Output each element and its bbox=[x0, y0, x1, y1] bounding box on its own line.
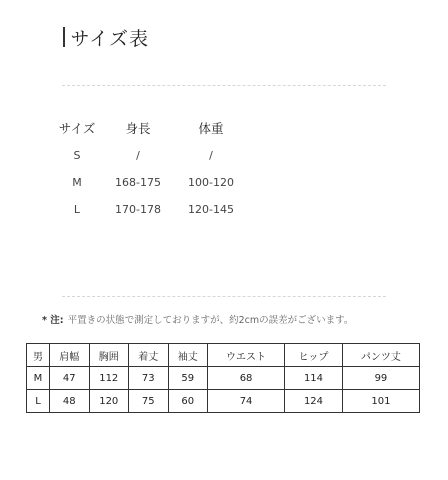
table-cell: / bbox=[209, 149, 213, 162]
column-header: ウエスト bbox=[208, 344, 285, 367]
column-header: 肩幅 bbox=[50, 344, 90, 367]
table-header-row bbox=[54, 114, 246, 142]
title-divider-bar bbox=[63, 27, 65, 47]
table-row bbox=[27, 367, 420, 390]
table-cell: / bbox=[136, 149, 140, 162]
column-header: 体重 bbox=[198, 121, 224, 136]
column-header: サイズ bbox=[58, 121, 96, 136]
page-title bbox=[63, 26, 149, 48]
table-row bbox=[27, 390, 420, 413]
column-header: 身長 bbox=[125, 121, 151, 136]
table-cell: 48 bbox=[50, 390, 90, 413]
table-row bbox=[54, 169, 246, 196]
table-cell: 59 bbox=[168, 367, 208, 390]
measurement-note bbox=[42, 312, 353, 326]
table-cell: 120 bbox=[89, 390, 129, 413]
note-text: 平置きの状態で測定しておりますが、約2cmの誤差がございます。 bbox=[67, 315, 354, 326]
table-cell: 101 bbox=[342, 390, 419, 413]
table-cell: S bbox=[73, 149, 81, 162]
table-cell: 170-178 bbox=[115, 203, 161, 216]
table-row bbox=[54, 196, 246, 223]
table-cell: 168-175 bbox=[115, 176, 161, 189]
table-cell: M bbox=[27, 367, 50, 390]
table-cell: 68 bbox=[208, 367, 285, 390]
table-cell: L bbox=[27, 390, 50, 413]
measurement-table bbox=[26, 343, 420, 413]
table-cell: 60 bbox=[168, 390, 208, 413]
table-cell: 120-145 bbox=[188, 203, 234, 216]
table-cell: 124 bbox=[285, 390, 343, 413]
column-header: 袖丈 bbox=[168, 344, 208, 367]
table-cell: 100-120 bbox=[188, 176, 234, 189]
note-label: * 注: bbox=[42, 315, 64, 326]
table-cell: 73 bbox=[129, 367, 169, 390]
dotted-divider-bottom bbox=[62, 296, 386, 297]
table-cell: M bbox=[72, 176, 82, 189]
table-cell: 114 bbox=[285, 367, 343, 390]
table-cell: 99 bbox=[342, 367, 419, 390]
column-header: 胸囲 bbox=[89, 344, 129, 367]
table-cell: 74 bbox=[208, 390, 285, 413]
column-header: 男 bbox=[27, 344, 50, 367]
table-cell: L bbox=[73, 203, 81, 216]
table-cell: 75 bbox=[129, 390, 169, 413]
table-cell: 47 bbox=[50, 367, 90, 390]
column-header: ヒップ bbox=[285, 344, 343, 367]
column-header: 着丈 bbox=[129, 344, 169, 367]
column-header: パンツ丈 bbox=[342, 344, 419, 367]
dotted-divider-top bbox=[62, 85, 386, 86]
table-cell: 112 bbox=[89, 367, 129, 390]
table-row bbox=[54, 142, 246, 169]
table-header-row bbox=[27, 344, 420, 367]
page-title-text: サイズ表 bbox=[70, 27, 149, 50]
height-weight-table bbox=[54, 114, 246, 223]
